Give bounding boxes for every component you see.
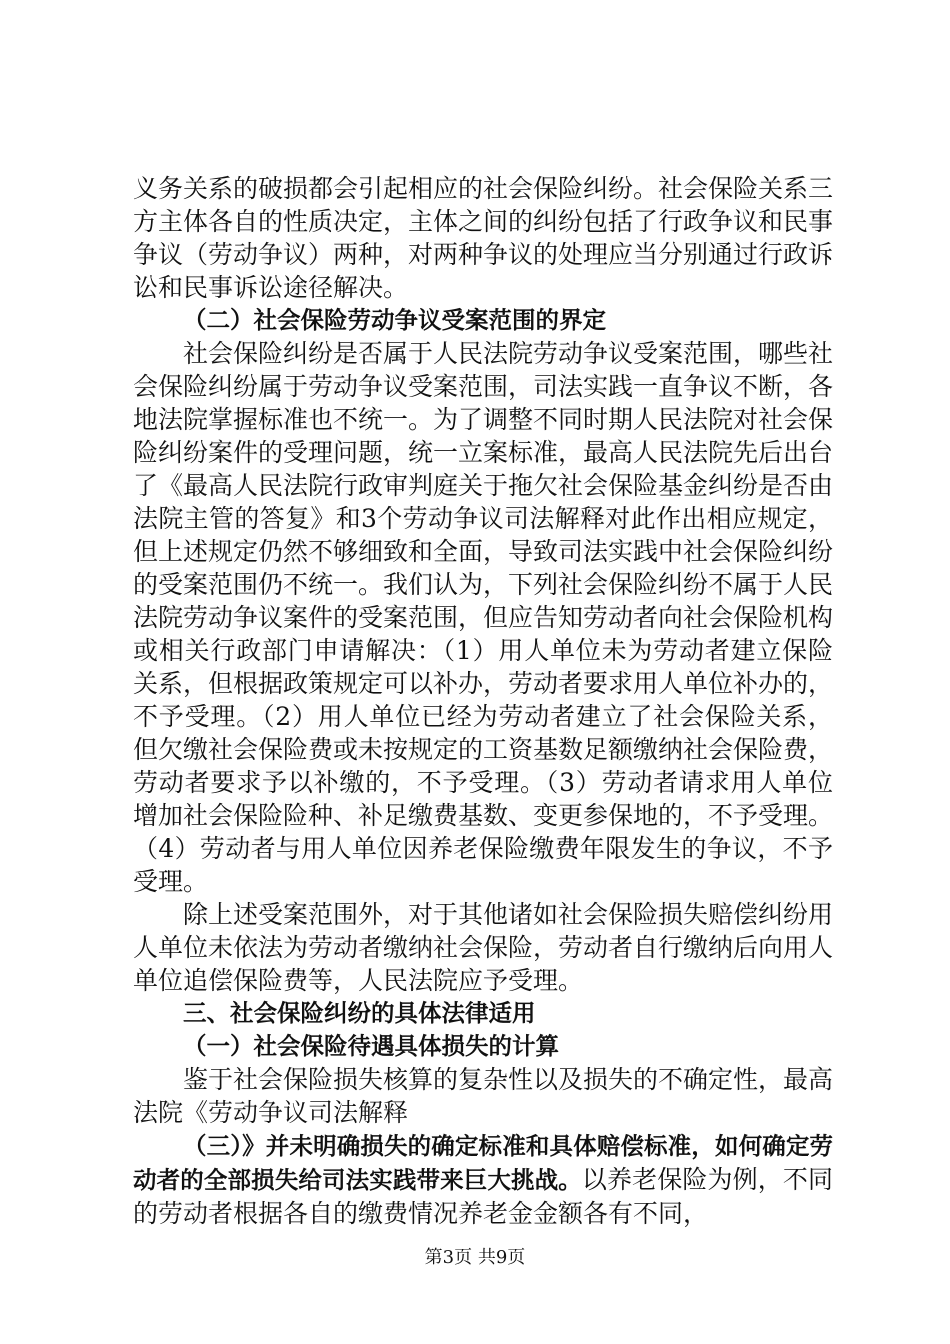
- section-heading-3: 三、社会保险纠纷的具体法律适用: [183, 999, 536, 1027]
- paragraph-3: 除上述受案范围外，对于其他诸如社会保险损失赔偿纠纷用人单位未依法为劳动者缴纳社会保险，劳动者自行缴纳后向用人单位追偿保险费等，人民法院应予受理。: [133, 900, 834, 995]
- paragraph-1: 义务关系的破损都会引起相应的社会保险纠纷。社会保险关系三方主体各自的性质决定，主体之间的纠纷包括了行政争议和民事争议（劳动争议）两种，对两种争议的处理应当分别通过行政诉讼和民事诉讼途径解决。: [133, 174, 834, 302]
- paragraph-2: 社会保险纠纷是否属于人民法院劳动争议受案范围，哪些社会保险纠纷属于劳动争议受案范围，司法实践一直争议不断，各地法院掌握标准也不统一。为了调整不同时期人民法院对社会保险纠纷案件的受理问题，统一立案标准，最高人民法院先后出台了《最高人民法院行政审判庭关于拖欠社会保险基金纠纷是否由法院主管的答复》和3个劳动争议司法解释对此作出相应规定，但上述规定仍然不够细致和全面，导致司法实践中社会保险纠纷的受案范围仍不统一。我们认为，下列社会保险纠纷不属于人民法院劳动争议案件的受案范围，但应告知劳动者向社会保险机构或相关行政部门申请解决：（1）用人单位未为劳动者建立保险关系，但根据政策规定可以补办，劳动者要求用人单位补办的，不予受理。（2）用人单位已经为劳动者建立了社会保险关系，但欠缴社会保险费或未按规定的工资基数足额缴纳社会保险费，劳动者要求予以补缴的，不予受理。（3）劳动者请求用人单位增加社会保险险种、补足缴费基数、变更参保地的，不予受理。（4）劳动者与用人单位因养老保险缴费年限发生的争议，不予受理。: [133, 339, 834, 896]
- page-footer: 第3页 共9页: [424, 1247, 526, 1268]
- document-body: [133, 172, 833, 1230]
- paragraph-5-bold-lead: （三）》并未明确损失的确定标准和具体赔偿标准，如何确定劳动者的全部损失给司法实践带来巨大挑战。: [133, 1132, 833, 1194]
- paragraph-5: [133, 1129, 833, 1230]
- paragraph-5-text: 以养老保险为例，不同的劳动者根据各自的缴费情况养老金金额各有不同，: [133, 1165, 833, 1228]
- section-heading-2-2: （二）社会保险劳动争议受案范围的界定: [183, 306, 606, 334]
- paragraph-4: 鉴于社会保险损失核算的复杂性以及损失的不确定性，最高法院《劳动争议司法解释: [133, 1065, 834, 1127]
- section-heading-3-1: （一）社会保险待遇具体损失的计算: [183, 1032, 559, 1060]
